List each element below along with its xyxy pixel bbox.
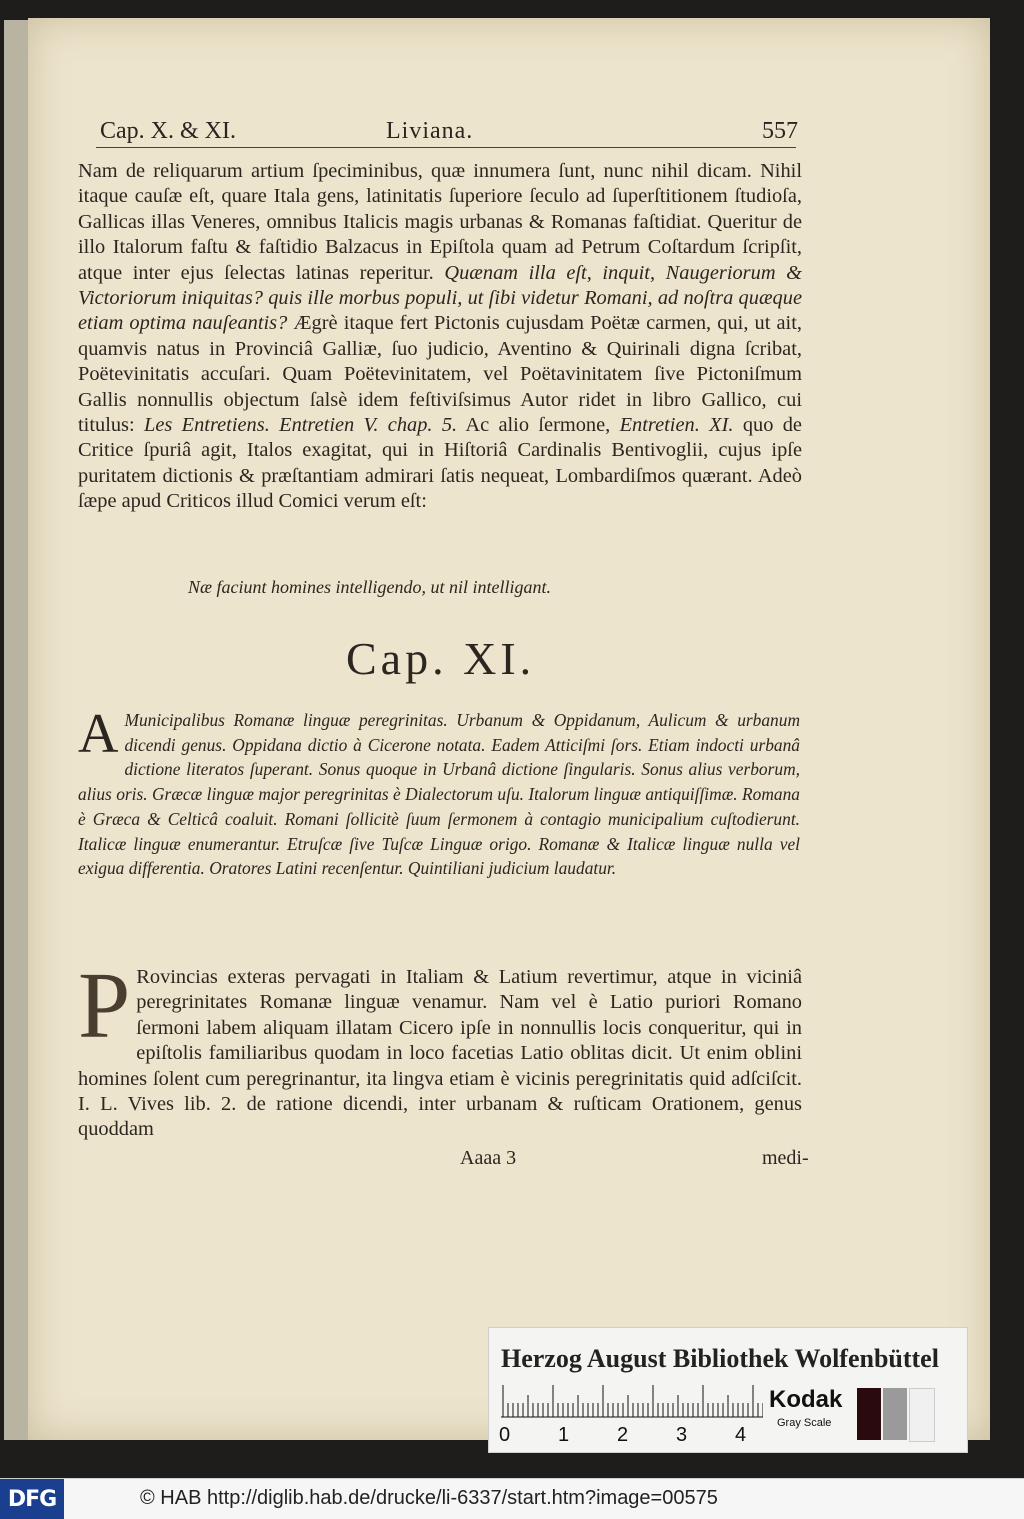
dfg-logo[interactable]: DFG: [0, 1479, 64, 1519]
para1-text-g: quo de Critice ſpuriâ agit, Italos exagitat, qui in Hiſtoriâ Cardinalis Bentivoglii, cujus ipſe puritatem dictionis & præſtantiam admirari ſatis nequeat, Lombardiſmos quærant. Adeò ſæpe apud Criticos illud Comici verum eſt:: [78, 414, 802, 513]
gray-swatch-dark: [857, 1388, 881, 1440]
para1-ref-italic: Entretien. XI.: [619, 414, 734, 437]
gray-scale-label: Gray Scale: [777, 1417, 832, 1429]
paragraph-2: [78, 954, 802, 1143]
summary-text: Municipalibus Romanæ linguæ peregrinitas. Urbanum & Oppidanum, Aulicum & urbanum dicendi genus. Oppidana dictio à Cicerone notata. Eadem Atticiſmi ſors. Etiam indocti urbanâ dictione literatos ſuperant. Sonus quoque in Urbanâ dictione ſingularis. Sonus alius verborum, alius oris. Græcæ linguæ major peregrinitas è Dialectorum uſu. Italorum linguæ antiquiſſimæ. Romana è Græca & Celticâ coaluit. Romani ſollicitè ſuum ſermonem à contagio municipalium cuſtodierunt. Italicæ linguæ enumerantur. Etruſcæ ſive Tuſcæ Linguæ origo. Romanæ & Italicæ linguæ nulla vel exigua differentia. Oratores Latini recenſentur. Quintiliani judicium laudatur.: [78, 710, 800, 879]
ruler-number-0: 0: [499, 1424, 511, 1446]
chapter-summary: [78, 703, 800, 881]
para1-text-e: Ac alio ſermone,: [465, 414, 611, 437]
drop-cap-initial: P: [78, 954, 131, 1058]
catchword: medi-: [762, 1147, 809, 1169]
para1-quote-italic: Quænam illa eſt, inquit, Naugeriorum & Victoriorum iniquitas? quis ille morbus populi, ut ſibi videtur Romani, ad noſtra quæque etiam optima nauſeantis?: [78, 261, 802, 335]
library-name: Herzog August Bibliothek Wolfenbüttel: [501, 1344, 939, 1373]
para1-text-a: Nam de reliquarum artium ſpeciminibus, quæ innumera ſunt, nunc nihil dicam. Nihil itaque cauſæ eſt, quare Itala gens, latinitatis ſuperiore ſeculo ad ſuperſtitionem ſtudioſa, Gallicas illas Veneres, omnibus Italicis magis urbanas & Romanas faſtidiat. Queritur de illo Italorum faſtu & faſtidio Balzacus in Epiſtola quam ad Petrum Coſtardum ſcripſit, atque inter ejus ſelectas latinas reperitur.: [78, 160, 802, 284]
ruler-number-2: 2: [617, 1424, 629, 1446]
header-rule: [96, 147, 796, 148]
summary-initial: A: [78, 703, 119, 765]
paragraph-1: [78, 159, 802, 515]
block-quote: Næ faciunt homines intelligendo, ut nil intelligant.: [188, 577, 551, 597]
kodak-brand: Kodak: [769, 1386, 843, 1413]
copyright-link[interactable]: © HAB http://diglib.hab.de/drucke/li-6337/start.htm?image=00575: [140, 1487, 718, 1509]
scale-ruler: [501, 1384, 763, 1418]
gray-swatch-light: [909, 1388, 935, 1442]
ruler-number-1: 1: [558, 1424, 570, 1446]
library-label-card: [488, 1327, 968, 1453]
gray-swatch-mid: [883, 1388, 907, 1440]
running-head-title: Liviana.: [386, 118, 474, 144]
footer-bar: [0, 1478, 1024, 1519]
ruler-number-4: 4: [735, 1424, 747, 1446]
chapter-title: Cap. XI.: [346, 633, 536, 684]
page-number: 557: [762, 118, 798, 144]
ruler-number-3: 3: [676, 1424, 688, 1446]
para1-text-c: Ægrè itaque fert Pictonis cujusdam Poëtæ carmen, qui, ut ait, quamvis natus in Provinciâ Galliæ, ſuo judicio, Aventino & Quirinali digna ſcribat, Poëtevinitatis accuſari. Quam Poëtevinitatem, vel Poëtavinitatem ſive Pictoniſmum Gallis nonnullis objectum ſalsè idem feſtiviſsimus Autor ridet in libro Gallico, cui titulus:: [78, 312, 802, 437]
para1-title-italic: Les Entretiens. Entretien V. chap. 5.: [143, 414, 458, 437]
running-head-left: Cap. X. & XI.: [100, 118, 236, 144]
para2-text: Rovincias exteras pervagati in Italiam & Latium revertimur, atque in viciniâ peregrinitates Romanæ linguæ venamur. Nam vel è Latio puriori Romano ſermoni labem aliquam illatam Cicero ipſe in nonnullis locis conqueritur, qui in epiſtolis familiaribus quodam in loco facetias Latio oblitas dicit. Ut enim oblini homines ſolent cum peregrinantur, ita lingva etiam è vicinis peregrinitatis quid adſciſcit. I. L. Vives lib. 2. de ratione dicendi, inter urbanam & ruſticam Orationem, genus quoddam: [78, 966, 802, 1141]
signature-mark: Aaaa 3: [460, 1147, 517, 1169]
